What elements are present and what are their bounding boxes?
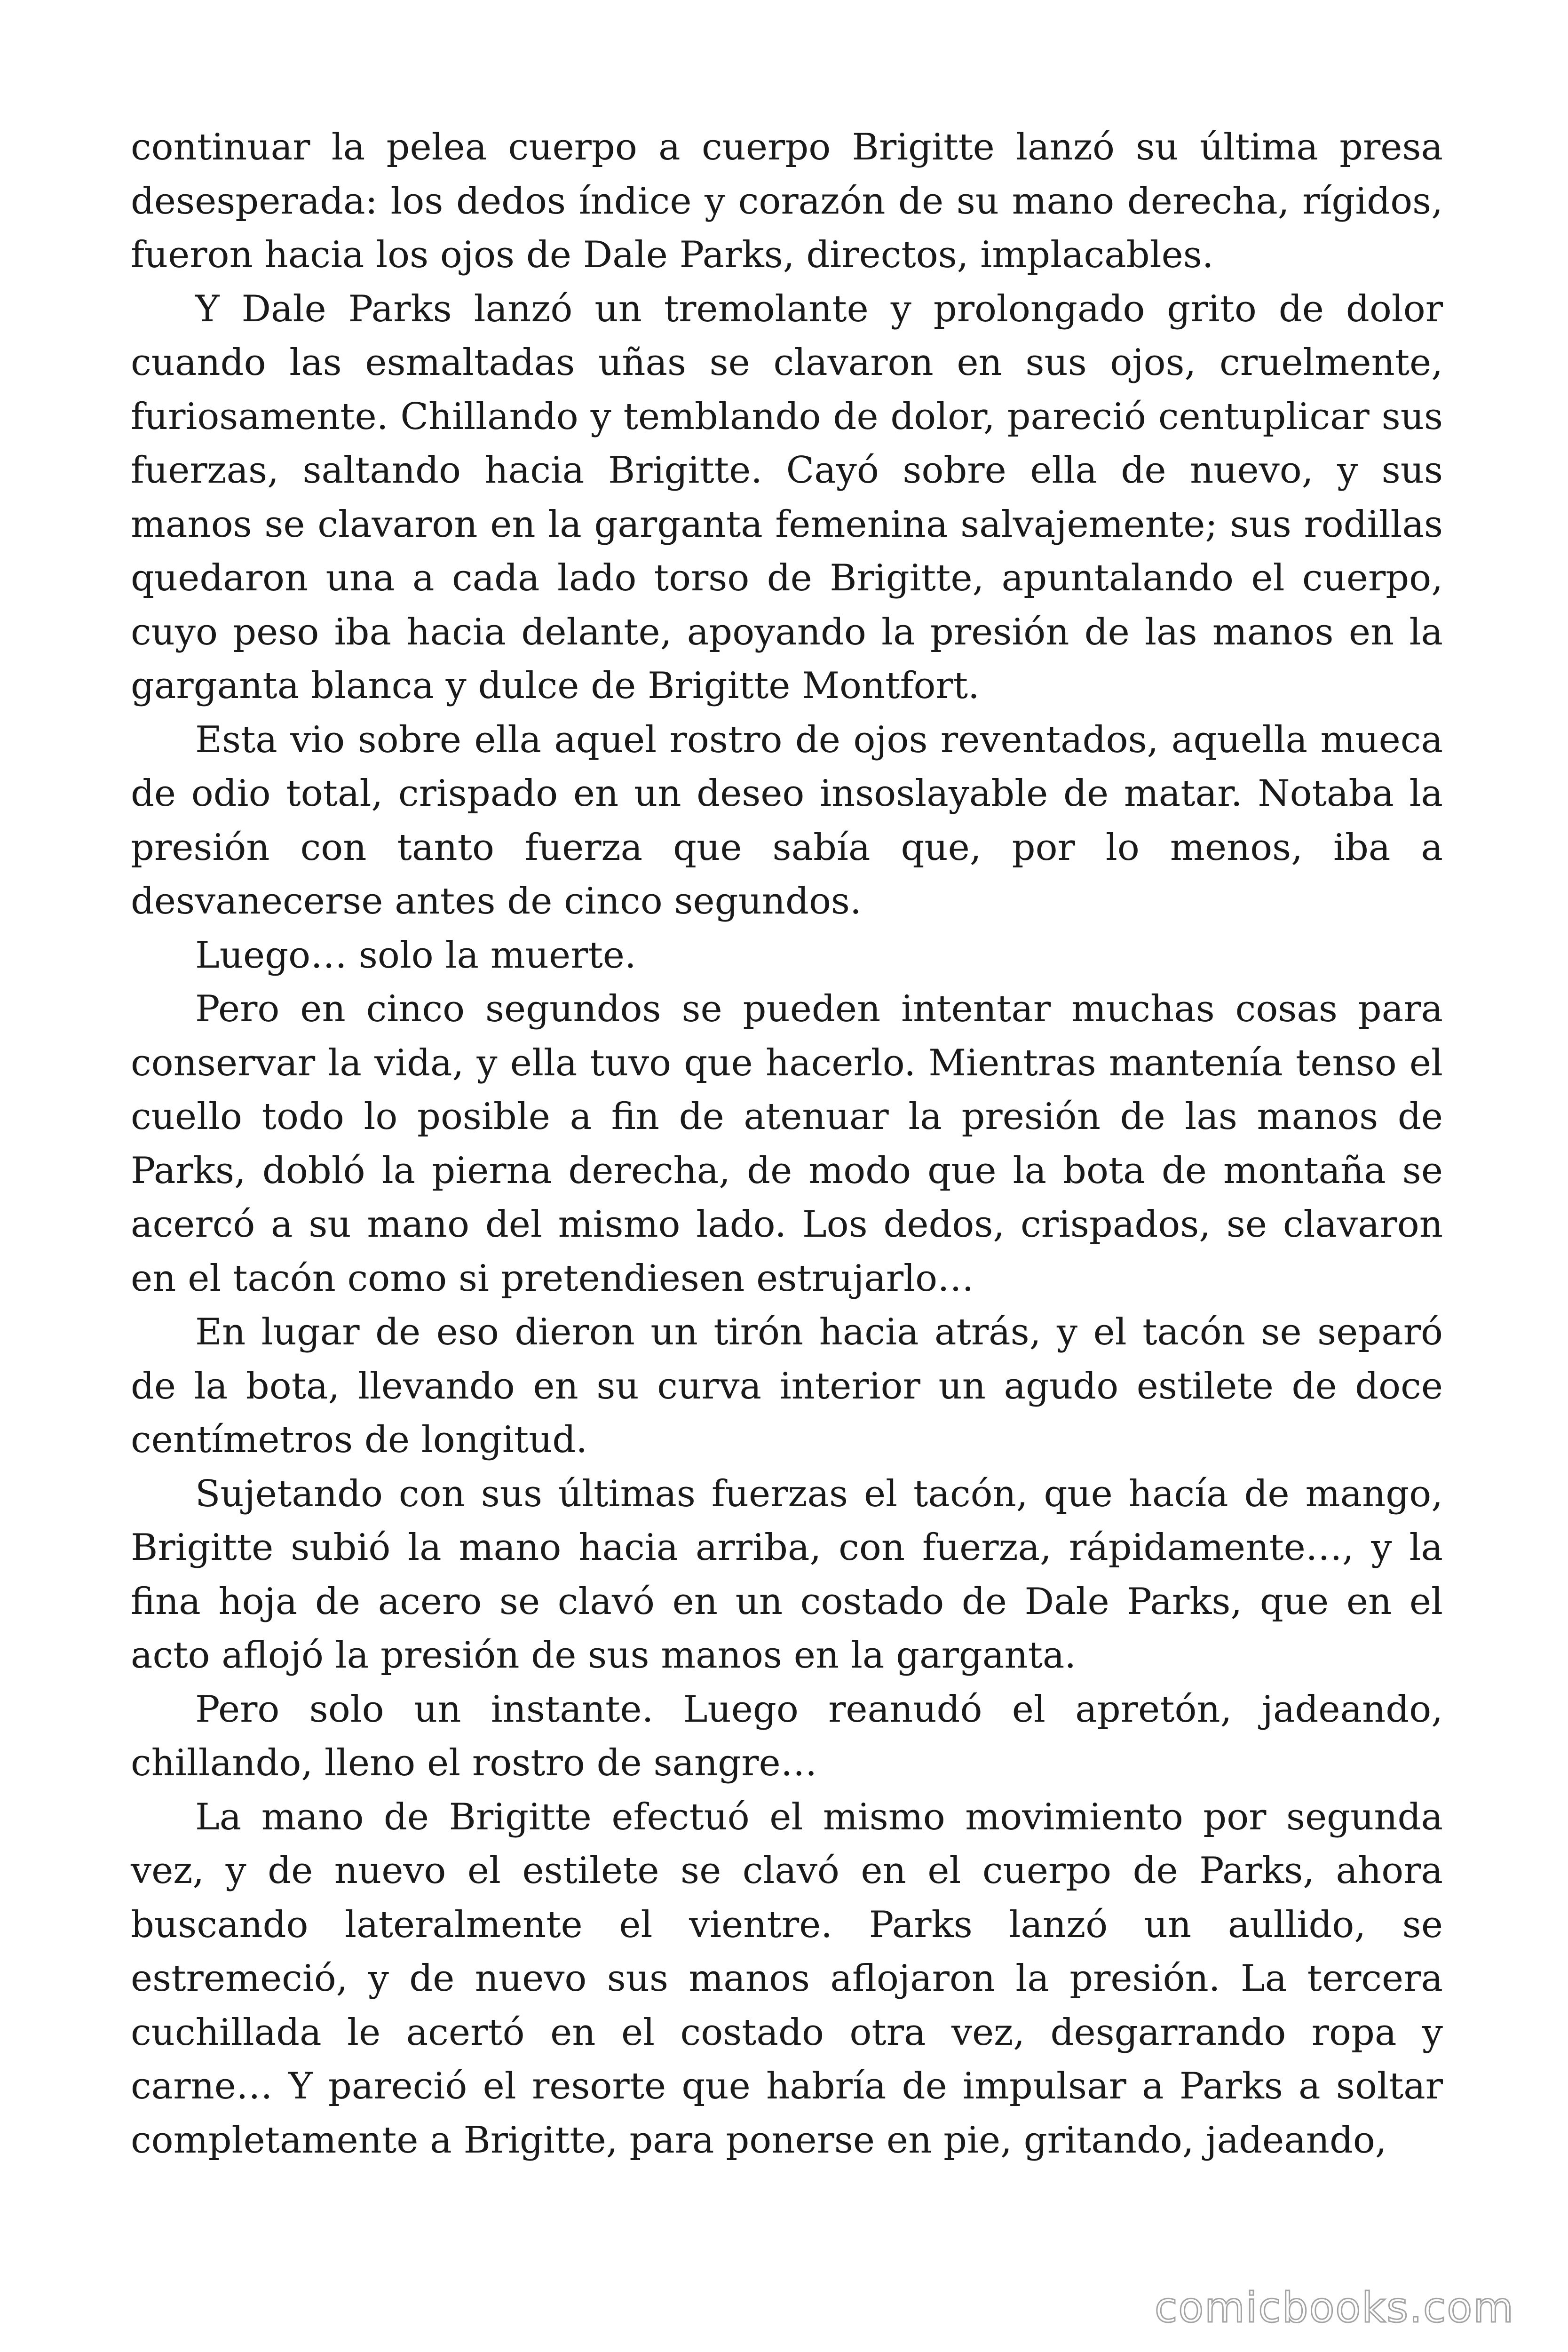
paragraph: La mano de Brigitte efectuó el mismo movimiento por segunda vez, y de nuevo el estilete se clavó en el cuerpo de Parks, ahora buscando lateralmente el vientre. Parks lanzó un aullido, se estremeció, y de nuevo sus manos aflojaron la presión. La tercera cuchillada le acertó en el costado otra vez, desgarrando ropa y carne… Y pareció el resorte que habría de impulsar a Parks a soltar completamente a Brigitte, para ponerse en pie, gritando, jadeando, [131,1796,1443,2161]
paragraph: En lugar de eso dieron un tirón hacia atrás, y el tacón se separó de la bota, llevando en su curva interior un agudo estilete de doce centímetros de longitud. [131,1311,1443,1461]
paragraph: Luego… solo la muerte. [195,934,636,977]
paragraph: Y Dale Parks lanzó un tremolante y prolongado grito de dolor cuando las esmaltadas uñas se clavaron en sus ojos, cruelmente, furiosamente. Chillando y temblando de dolor, pareció centuplicar sus fuerzas, saltando hacia Brigitte. Cayó sobre ella de nuevo, y sus manos se clavaron en la garganta femenina salvajemente; sus rodillas quedaron una a cada lado torso de Brigitte, apuntalando el cuerpo, cuyo peso iba hacia delante, apoyando la presión de las manos en la garganta blanca y dulce de Brigitte Montfort. [131,287,1443,707]
site-watermark: comicbooks.com [1154,2283,1514,2332]
paragraph-continuation: continuar la pelea cuerpo a cuerpo Brigitte lanzó su última presa desesperada: los dedos índice y corazón de su mano derecha, rígidos, fueron hacia los ojos de Dale Parks, directos, implacables. [131,126,1443,276]
paragraph: Pero en cinco segundos se pueden intentar muchas cosas para conservar la vida, y ella tuvo que hacerlo. Mientras mantenía tenso el cuello todo lo posible a fin de atenuar la presión de las manos de Parks, dobló la pierna derecha, de modo que la bota de montaña se acercó a su mano del mismo lado. Los dedos, crispados, se clavaron en el tacón como si pretendiesen estrujarlo… [131,988,1443,1300]
paragraph: Esta vio sobre ella aquel rostro de ojos reventados, aquella mueca de odio total, crispado en un deseo insoslayable de matar. Notaba la presión con tanto fuerza que sabía que, por lo menos, iba a desvanecerse antes de cinco segundos. [131,718,1443,922]
paragraph: Sujetando con sus últimas fuerzas el tacón, que hacía de mango, Brigitte subió la mano hacia arriba, con fuerza, rápidamente…, y la fina hoja de acero se clavó en un costado de Dale Parks, que en el acto aflojó la presión de sus manos en la garganta. [131,1472,1443,1677]
body-text [131,120,1443,2167]
paragraph: Pero solo un instante. Luego reanudó el apretón, jadeando, chillando, lleno el rostro de sangre… [131,1688,1443,1784]
